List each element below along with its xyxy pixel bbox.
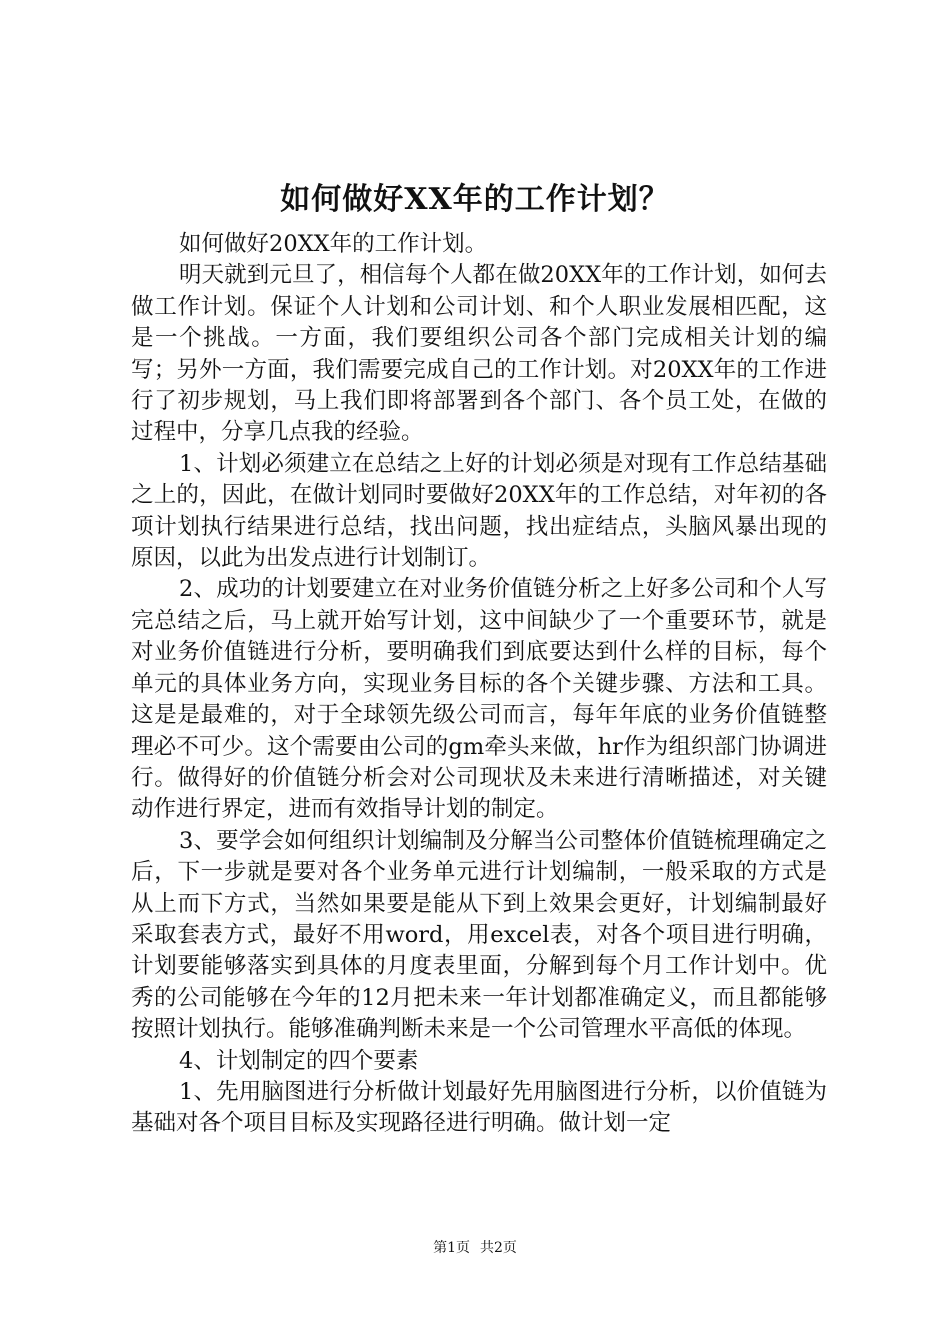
paragraph-intro: 如何做好20XX年的工作计划。 (179, 231, 488, 257)
paragraph-point-4-heading: 4、计划制定的四个要素 (179, 1047, 419, 1074)
paragraph-point-3: 3、要学会如何组织计划编制及分解当公司整体价值链梳理确定之后，下一步就是要对各个业务单元进行计划编制，一般采取的方式是从上而下方式，当然如果要是能从下到上效果会更好，计划编制最好采取套表方式，最好不用word，用excel表，对各个项目进行明确，计划要能够落实到具体的月度表里面，分解到每个月工作计划中。优秀的公司能够在今年的12月把未来一年计划都准确定义，而且都能够按照计划执行。能够准确判断未来是一个公司管理水平高低的体现。 (131, 827, 827, 1043)
paragraph-point-1: 1、计划必须建立在总结之上好的计划必须是对现有工作总结基础之上的，因此，在做计划同时要做好20XX年的工作总结，对年初的各项计划执行结果进行总结，找出问题，找出症结点，头脑风暴出现的原因，以此为出发点进行计划制订。 (131, 450, 827, 572)
document-body (131, 229, 827, 1140)
paragraph-background: 明天就到元旦了，相信每个人都在做20XX年的工作计划，如何去做工作计划。保证个人计划和公司计划、和个人职业发展相匹配，这是一个挑战。一方面，我们要组织公司各个部门完成相关计划的编写；另外一方面，我们需要完成自己的工作计划。对20XX年的工作进行了初步规划，马上我们即将部署到各个部门、各个员工处，在做的过程中，分享几点我的经验。 (131, 262, 827, 446)
page-total: 共2页 (480, 1240, 517, 1256)
page-footer (0, 1238, 950, 1258)
page-number: 第1页 (433, 1240, 470, 1256)
document-title: 如何做好XX年的工作计划？ (280, 182, 670, 217)
paragraph-subpoint-1: 1、先用脑图进行分析做计划最好先用脑图进行分析，以价值链为基础对各个项目目标及实现路径进行明确。做计划一定 (131, 1078, 827, 1137)
paragraph-point-2: 2、成功的计划要建立在对业务价值链分析之上好多公司和个人写完总结之后，马上就开始写计划，这中间缺少了一个重要环节，就是对业务价值链进行分析，要明确我们到底要达到什么样的目标，每个单元的具体业务方向，实现业务目标的各个关键步骤、方法和工具。这是是最难的，对于全球领先级公司而言，每年年底的业务价值链整理必不可少。这个需要由公司的gm牵头来做，hr作为组织部门协调进行。做得好的价值链分析会对公司现状及未来进行清晰描述，对关键动作进行界定，进而有效指导计划的制定。 (131, 576, 827, 823)
